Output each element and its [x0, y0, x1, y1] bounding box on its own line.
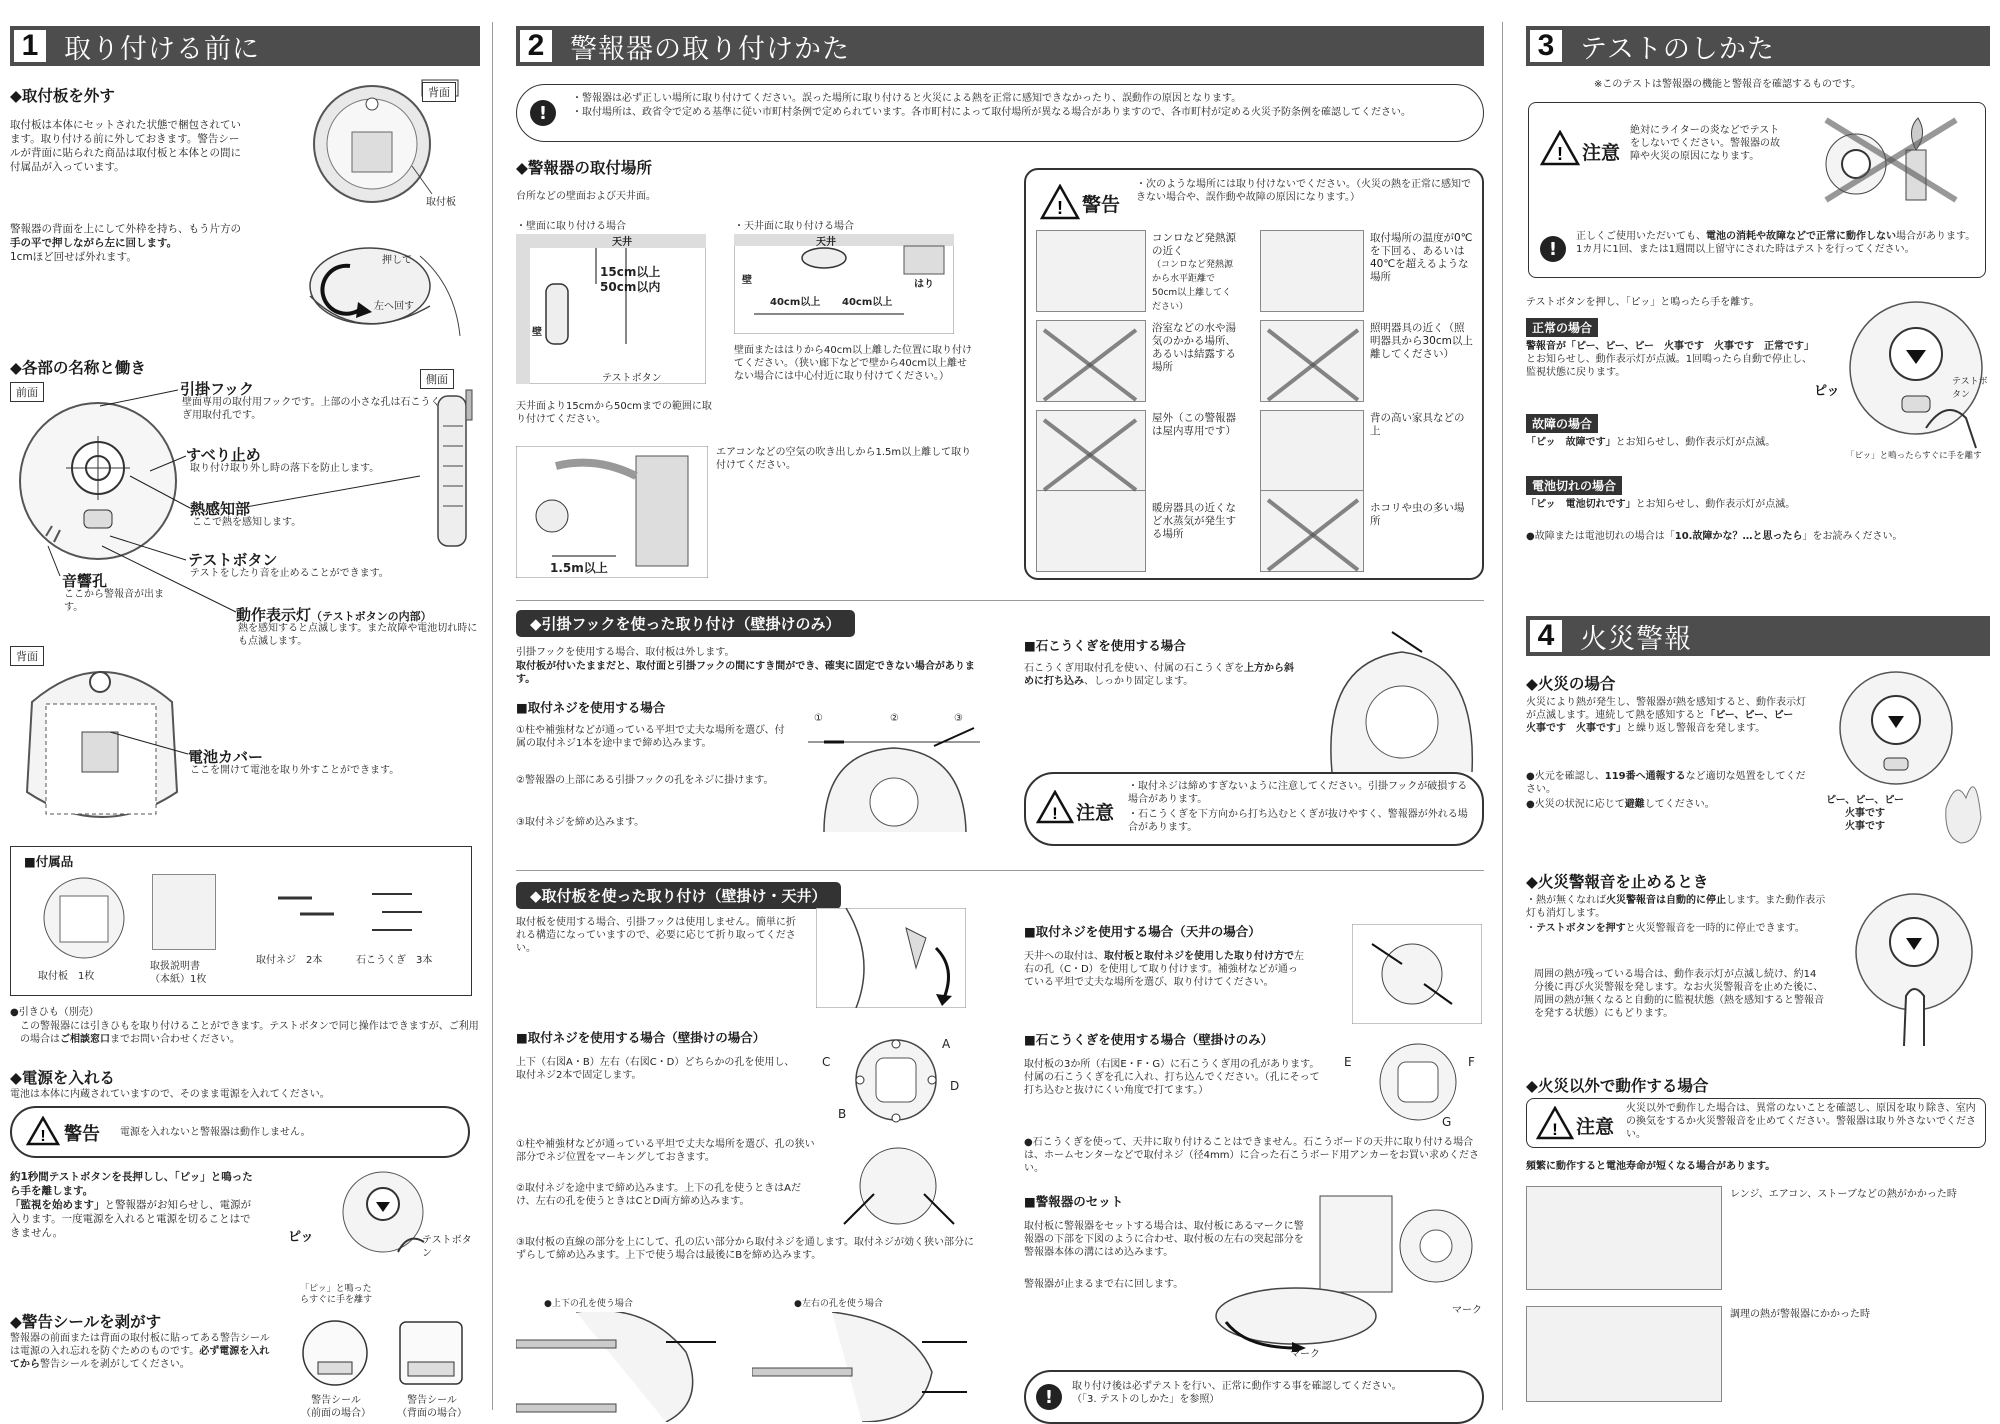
remove-plate-instructions: 警報器の背面を上にして外枠を持ち、もう片方の手の平で押しながら左に回します。 1cmほど回せば外れます。 — [10, 223, 241, 263]
wall-mount-title: ・壁面に取り付ける場合 — [516, 221, 626, 232]
danger-caption-dust: ホコリや虫の多い場所 — [1370, 502, 1465, 527]
battery-cover-title: 電池カバー — [188, 748, 264, 766]
final-test-text: 取り付け後は必ずテストを行い、正常に動作する事を確認してください。 （「3. テストのしかた」を参照） — [1072, 1381, 1402, 1405]
section-number: 2 — [516, 26, 556, 66]
ceiling-note: 壁面またははりから40cm以上離した位置に取り付けてください。（狭い廊下などで壁から40cm以上離せない場合には中心付近に取り付けてください。） — [734, 345, 972, 382]
hook-caution-2: ・石こうくぎを下方向から打ち込むとくぎが抜けやすく、警報器が外れる場合があります。 — [1128, 809, 1468, 833]
hook-p1: 引掛フックを使用する場合、取付板は外します。 — [516, 647, 735, 658]
section-title: 火災警報 — [1580, 623, 1692, 655]
plate-wall-heading: ■取付ネジを使用する場合（壁掛けの場合） — [516, 1030, 766, 1045]
section-title: 警報器の取り付けかた — [570, 33, 850, 65]
test-caution-text: 絶対にライターの炎などでテストをしないでください。警報器の故障や火災の原因になります。 — [1630, 125, 1780, 162]
gypsum-desc: 取付板の3か所（右図E・F・G）に石こうくぎ用の孔があります。付属の石こうくぎを孔に入れ、打ち込んでください。（孔にそって打ち込むと抜けにくい角度で打てます。） — [1024, 1059, 1320, 1096]
caution-icon — [1540, 130, 1580, 166]
plate-wall-desc: 上下（右図A・B）左右（右図C・D）どちらかの孔を使用し、取付ネジ2本で固定します。 — [516, 1057, 795, 1081]
stop-2: ・テストボタンを押すと火災警報音を一時的に停止できます。 — [1526, 923, 1805, 934]
label-A: A — [942, 1037, 951, 1051]
danger-caption-temp: 取付場所の温度が0℃を下回る、あるいは40℃を超えるような場所 — [1370, 232, 1473, 283]
plate-mark-figure — [834, 1134, 964, 1234]
plate-breakoff-figure — [816, 908, 966, 1008]
plate-ceiling-desc: 天井への取付は、取付板と取付ネジを使用した取り付け方で左右の孔（C・D）を使用して取り付けます。補強材などが通っている平坦で丈夫な場所を選び、取り付けてください。 — [1024, 951, 1304, 988]
ceiling-label-2: 天井 — [816, 237, 836, 248]
label-G: G — [1442, 1115, 1452, 1129]
plate-step-1: ①柱や補強材などが通っている平坦で丈夫な場所を選び、孔の狭い部分でネジ位置をマーキングしておきます。 — [516, 1139, 815, 1163]
plate-step-2: ②取付ネジを途中まで締め込みます。上下の孔を使うときはAだけ、左右の孔を使うときはCとD両方締め込みます。 — [516, 1183, 802, 1207]
hook-desc: 壁面専用の取付用フックです。上部の小さな孔は石こうくぎ用取付孔です。 — [182, 397, 441, 421]
column-divider-1 — [492, 22, 493, 1410]
stop-3: 周囲の熱が残っている場合は、動作表示灯が点滅し続け、約14分後に再び火災警報を発します。なお火災警報音を止めた後に、周囲の熱が無くなると自動的に監視状態（熱を感知すると警報音を発する状態）にもどります。 — [1534, 969, 1824, 1019]
slip-title: すべり止め — [186, 446, 261, 464]
mark-label-2: マーク — [1290, 1349, 1320, 1360]
fire-desc: 火災により熱が発生し、警報器が熱を感知すると、動作表示灯が点滅します。連続して熱を感知すると「ピー、ピー、ピー 火事です 火事です」と繰り返し警報音を発します。 — [1526, 697, 1806, 734]
danger-caption-heater: 暖房器具の近くなど水蒸気が発生する場所 — [1152, 502, 1236, 540]
case-2: 調理の熱が警報器にかかった時 — [1730, 1309, 1870, 1320]
cord-desc: この警報器には引きひもを取り付けることができます。テストボタンで同じ操作はできますが、ご利用の場合はご相談窓口までお問い合わせください。 — [20, 1021, 479, 1045]
danger-x-marks — [1036, 230, 1366, 574]
section-2 — [516, 26, 1484, 1410]
fault-case-text: 「ピッ 故障です」とお知らせし、動作表示灯が点滅。 — [1526, 437, 1776, 448]
section-2-divider-2 — [516, 870, 1484, 871]
plate-step-3: ③取付板の直線の部分を上にして、孔の広い部分から取付ネジを通します。取付ネジが効く狭い部分にずらして締め込みます。上下で使う場合は最後にBを締め込みます。 — [516, 1237, 974, 1261]
danger-caption-outdoor: 屋外（この警報器は屋内専用です） — [1152, 412, 1236, 437]
battery-case-tag: 電池切れの場合 — [1526, 476, 1622, 495]
svg-text:!: ! — [1557, 144, 1563, 164]
plate-p1: 取付板を使用する場合、引掛フックは使用しません。簡単に折れる構造になっていますので、必要に応じて折り取ってください。 — [516, 917, 796, 954]
tag-back-2: 背面 — [10, 646, 44, 666]
fault-case-tag: 故障の場合 — [1526, 414, 1598, 433]
test-button-title: テストボタン — [188, 551, 278, 569]
accessory-plate-label: 取付板 1枚 — [38, 971, 95, 982]
power-desc: 電池は本体に内蔵されていますので、そのまま電源を入れてください。 — [10, 1089, 330, 1100]
seal-back-figure — [396, 1318, 466, 1388]
accessories-heading: ■付属品 — [24, 854, 74, 869]
lighter-warning-figure — [1806, 110, 1966, 210]
wall-note: 天井面より15cmから50cmまでの範囲に取り付けてください。 — [516, 401, 712, 425]
stop-alarm-figure — [1844, 886, 1984, 1046]
aircon-diagram — [516, 446, 708, 578]
case-cooking-figure — [1526, 1306, 1722, 1402]
label-B: B — [838, 1107, 847, 1121]
seal-back-caption: 警告シール （背面の場合） — [397, 1395, 467, 1419]
test-release-note: 「ピッ」と鳴ったらすぐに手を離す — [1846, 451, 1982, 461]
test-button-desc: テストをしたり音を止めることができます。 — [190, 568, 389, 579]
power-pi: ピッ — [288, 1230, 314, 1245]
caution-icon — [1536, 1106, 1574, 1140]
section-number: 4 — [1526, 616, 1566, 656]
test-pi: ピッ — [1814, 384, 1840, 399]
danger-caption-furniture: 背の高い家具などの上 — [1370, 412, 1465, 437]
caution-icon — [1036, 790, 1074, 824]
hook-title: 引掛フック — [180, 380, 254, 398]
top-warning-1: ・警報器は必ず正しい場所に取り付けてください。誤った場所に取り付けると火災による熱を正常に感知できなかったり、誤動作の原因となります。 — [572, 93, 1242, 104]
svg-text:!: ! — [1052, 804, 1058, 823]
mark-label-1: マーク — [1452, 1305, 1482, 1316]
beam-label: はり — [914, 279, 934, 290]
sound-hole-desc: ここから警報音が出ます。 — [64, 589, 164, 613]
accessory-screw-label: 取付ネジ 2本 — [256, 955, 323, 966]
section-1-header — [10, 26, 480, 66]
test-button-label: テストボタン — [1952, 377, 1988, 400]
hook-install-heading: ◆引掛フックを使った取り付け（壁掛けのみ） — [516, 610, 855, 637]
power-warning-label: 警告 — [64, 1124, 100, 1145]
gypsum-efg-figure — [1352, 1034, 1482, 1134]
sensor-desc: ここで熱を感知します。 — [192, 517, 302, 528]
battery-cover-desc: ここを開けて電池を取り外すことができます。 — [190, 765, 400, 776]
hook-step-3: ③取付ネジを締め込みます。 — [516, 817, 645, 828]
hands-rotate-figure — [280, 226, 470, 356]
test-how: テストボタンを押し、「ピッ」と鳴ったら手を離す。 — [1526, 297, 1760, 308]
section-title: 取り付ける前に — [64, 33, 260, 65]
tag-front: 前面 — [10, 382, 44, 402]
danger-caption-light: 照明器具の近く（照明器具から30cm以上離してください） — [1370, 322, 1473, 360]
section-2-divider-1 — [516, 600, 1484, 601]
label-rotate: 左へ回す — [374, 301, 414, 312]
normal-case-tag: 正常の場合 — [1526, 318, 1598, 337]
label-C: C — [822, 1055, 831, 1069]
case-1: レンジ、エアコン、ストーブなどの熱がかかった時 — [1730, 1189, 1957, 1200]
seal-desc: 警報器の前面または背面の取付板に貼ってある警告シールは電源の入れ忘れを防ぐためのものです。必ず電源を入れてから警告シールを剥がしてください。 — [10, 1333, 270, 1370]
top-warning-2: ・取付場所は、政省令で定める基準に従い市町村条例で定められています。各市町村によって取付場所が異なる場合がありますので、各市町村が定める火災予防条例を確認してください。 — [572, 107, 1411, 118]
section-number: 1 — [10, 26, 50, 66]
ceiling-label: 天井 — [612, 237, 632, 248]
cord-title: ●引きひも（別売） — [10, 1007, 99, 1018]
hook-nail-desc: 石こうくぎ用取付孔を使い、付属の石こうくぎを上方から斜めに打ち込み、しっかり固定します。 — [1024, 663, 1294, 687]
column-divider-2 — [1502, 22, 1503, 1410]
danger-caption-bath: 浴室などの水や湯気のかかる場所、あるいは結露する場所 — [1152, 322, 1236, 373]
seal-front-caption: 警告シール （前面の場合） — [301, 1395, 371, 1419]
upper-holes-figure — [516, 1312, 746, 1422]
hook-step-num-1: ① — [814, 713, 823, 724]
svg-text:!: ! — [1057, 198, 1063, 218]
section-title: テストのしかた — [1580, 33, 1775, 65]
hook-caution-1: ・取付ネジは締めすぎないように注意してください。引掛フックが破損する場合があります。 — [1128, 781, 1468, 805]
wall-label-2: 壁 — [742, 275, 752, 286]
aircon-note: エアコンなどの空気の吹き出しから1.5m以上離して取り付けてください。 — [716, 447, 972, 471]
aircon-dim: 1.5m以上 — [550, 561, 608, 575]
power-step: 約1秒間テストボタンを長押しし、「ピッ」と鳴ったら手を離します。 「監視を始めます」と警報器がお知らせし、電源が入ります。一度電源を入れると電源を切ることはできません。 — [10, 1171, 253, 1239]
frequent-note: 頻繁に動作すると電池寿命が短くなる場合があります。 — [1526, 1161, 1776, 1172]
hook-p2: 取付板が付いたままだと、取付面と引掛フックの間にすき間ができ、確実に固定できない場合があります。 — [516, 661, 975, 685]
wall-mount-diagram — [516, 234, 706, 384]
stop-1: ・熱が無くなれば火災警報音は自動的に停止します。また動作表示灯も消灯します。 — [1526, 895, 1826, 919]
upper-holes-caption: ●上下の孔を使う場合 — [544, 1299, 633, 1309]
slip-desc: 取り付け取り外し時の落下を防止します。 — [190, 463, 380, 474]
set-desc: 取付板に警報器をセットする場合は、取付板にあるマークに警報器の下部を下図のように合わせ、取付板の左右の突起部分を警報器本体の溝にはめ込みます。 — [1024, 1221, 1304, 1258]
hook-caution-label: 注意 — [1076, 802, 1115, 824]
power-release-note: 「ピッ」と鳴ったらすぐに手を離す — [300, 1284, 373, 1305]
set-heading: ■警報器のセット — [1024, 1194, 1124, 1209]
side-holes-caption: ●左右の孔を使う場合 — [794, 1299, 883, 1309]
hook-screw-figure — [804, 722, 980, 832]
section-number: 3 — [1526, 26, 1566, 66]
gypsum-note: ●石こうくぎを使って、天井に取り付けることはできません。石こうボードの天井に取り付ける場合は、ホームセンターなどで取付ネジ（径4mm）に合った石こうボード用アンカーをお買い求めください。 — [1024, 1137, 1480, 1174]
other-caution-label: 注意 — [1576, 1116, 1615, 1138]
fire-action-1: ●火元を確認し、119番へ通報するなど適切な処置をしてください。 — [1526, 771, 1806, 795]
place-desc: 台所などの壁面および天井面。 — [516, 191, 656, 202]
stop-heading: ◆火災警報音を止めるとき — [1526, 873, 1709, 891]
svg-text:!: ! — [40, 1128, 46, 1145]
danger-label: 警告 — [1082, 194, 1121, 216]
accessory-nail-label: 石こうくぎ 3本 — [356, 955, 433, 966]
seal-heading: ◆警告シールを剥がす — [10, 1313, 162, 1331]
seal-front-figure — [300, 1318, 370, 1388]
test-reference: ●故障または電池切れの場合は「10.故障かな？…と思ったら」をお読みください。 — [1526, 531, 1903, 542]
set-rotate: 警報器が止まるまで右に回します。 — [1024, 1279, 1184, 1290]
hook-screw-heading: ■取付ネジを使用する場合 — [516, 700, 666, 715]
section-4 — [1526, 616, 1990, 1410]
section-3-header — [1526, 26, 1990, 66]
plate-ceiling-heading: ■取付ネジを使用する場合（天井の場合） — [1024, 924, 1261, 939]
lamp-title: 動作表示灯（テストボタンの内部） — [236, 606, 432, 624]
ceiling-mount-title: ・天井面に取り付ける場合 — [734, 221, 854, 232]
exclamation-icon: ! — [1036, 1384, 1062, 1410]
fire-sound-text: ピー、ピー、ピー 火事です 火事です — [1826, 795, 1904, 832]
section-2-header — [516, 26, 1484, 66]
lamp-desc: 熱を感知すると点滅します。また故障や電池切れ時にも点滅します。 — [238, 623, 478, 647]
tag-back: 背面 — [422, 82, 456, 102]
remove-plate-heading: ◆取付板を外す — [10, 87, 115, 105]
fire-action-2: ●火災の状況に応じて避難してください。 — [1526, 799, 1715, 810]
label-plate: 取付板 — [426, 197, 456, 208]
side-holes-figure — [752, 1312, 982, 1422]
danger-caption-stove: コンロなど発熱源の近く （コンロなど発熱源から水平距離で50cm以上離してください） — [1152, 232, 1236, 312]
dim-40cm-b: 40cm以上 — [842, 297, 893, 308]
label-E: E — [1344, 1055, 1352, 1069]
warning-icon — [1040, 184, 1080, 220]
set-rotate-figure — [1206, 1282, 1386, 1352]
accessory-screws-figure — [272, 886, 442, 946]
test-button-label: テストボタン — [602, 373, 662, 384]
hook-step-num-3: ③ — [954, 713, 963, 724]
sensor-title: 熱感知部 — [190, 500, 251, 518]
power-warning-text: 電源を入れないと警報器は動作しません。 — [120, 1127, 311, 1138]
danger-intro: ・次のような場所には取り付けないでください。（火災の熱を正常に感知できない場合や、誤作動や故障の原因になります。） — [1136, 179, 1471, 203]
sound-hole-title: 音響孔 — [62, 572, 108, 590]
battery-case-text: 「ピッ 電池切れです」とお知らせし、動作表示灯が点滅。 — [1526, 499, 1796, 510]
hook-step-1: ①柱や補強材などが通っている平坦で丈夫な場所を選び、付属の取付ネジ1本を途中まで締め込みます。 — [516, 725, 785, 749]
battery-leader — [110, 726, 200, 766]
hook-nail-heading: ■石こうくぎを使用する場合 — [1024, 638, 1186, 653]
remove-plate-text: 取付板は本体にセットされた状態で梱包されています。取り付ける前に外しておきます。警告シールが背面に貼られた商品は取付板と本体との間に付属品が入っています。 — [10, 119, 241, 173]
label-D: D — [950, 1079, 960, 1093]
hook-nail-figure — [1312, 622, 1484, 772]
wall-label: 壁 — [532, 327, 542, 338]
other-heading: ◆火災以外で動作する場合 — [1526, 1077, 1709, 1095]
tag-side: 側面 — [420, 369, 454, 389]
section-1 — [10, 26, 480, 1419]
label-F: F — [1468, 1055, 1475, 1069]
power-test-label: テストボタン — [422, 1235, 472, 1259]
normal-case-text: 警報音が「ピー、ピー、ピー 火事です 火事です 正常です」とお知らせし、動作表示灯が点滅。1回鳴ったら自動で停止し、監視状態に戻ります。 — [1526, 341, 1814, 378]
exclamation-icon: ! — [530, 100, 556, 126]
dim-40cm-a: 40cm以上 — [770, 297, 821, 308]
warning-icon — [26, 1116, 60, 1146]
fire-heading: ◆火災の場合 — [1526, 675, 1616, 693]
section-4-header — [1526, 616, 1990, 656]
hook-step-num-2: ② — [890, 713, 899, 724]
label-push: 押して — [382, 255, 412, 266]
dim-15cm: 15cm以上 — [600, 265, 661, 279]
hook-step-2: ②警報器の上部にある引掛フックの孔をネジに掛けます。 — [516, 775, 774, 786]
other-caution-text: 火災以外で動作した場合は、異常のないことを確認し、原因を取り除き、室内の換気をするか火災警報音を止めてください。警報器は取り外さないでください。 — [1626, 1103, 1976, 1140]
place-heading: ◆警報器の取付場所 — [516, 159, 652, 177]
test-caution-label: 注意 — [1582, 142, 1621, 164]
ceiling-plate-figure — [1352, 924, 1482, 1024]
parts-heading: ◆各部の名称と働き — [10, 359, 146, 377]
accessory-manual-label: 取扱説明書 （本紙）1枚 — [150, 961, 207, 985]
svg-text:!: ! — [1552, 1120, 1558, 1139]
test-press-figure — [1836, 288, 1986, 458]
accessory-manual-figure — [152, 874, 216, 950]
plate-install-heading: ◆取付板を使った取り付け（壁掛け・天井） — [516, 882, 841, 909]
dim-50cm: 50cm以内 — [600, 280, 661, 294]
exclamation-icon: ! — [1540, 236, 1566, 262]
parts-leader-lines — [10, 376, 480, 636]
accessory-plate-figure — [30, 872, 140, 962]
power-heading: ◆電源を入れる — [10, 1069, 115, 1087]
case-heater-figure — [1526, 1186, 1722, 1290]
test-note: ※このテストは警報器の機能と警報音を確認するものです。 — [1594, 79, 1862, 90]
gypsum-heading: ■石こうくぎを使用する場合（壁掛けのみ） — [1024, 1032, 1274, 1047]
test-info-text: 正しくご使用いただいても、電池の消耗や故障などで正常に動作しない場合があります。1カ月に1回、または1週間以上留守にされた時はテストを行ってください。 — [1576, 231, 1976, 255]
